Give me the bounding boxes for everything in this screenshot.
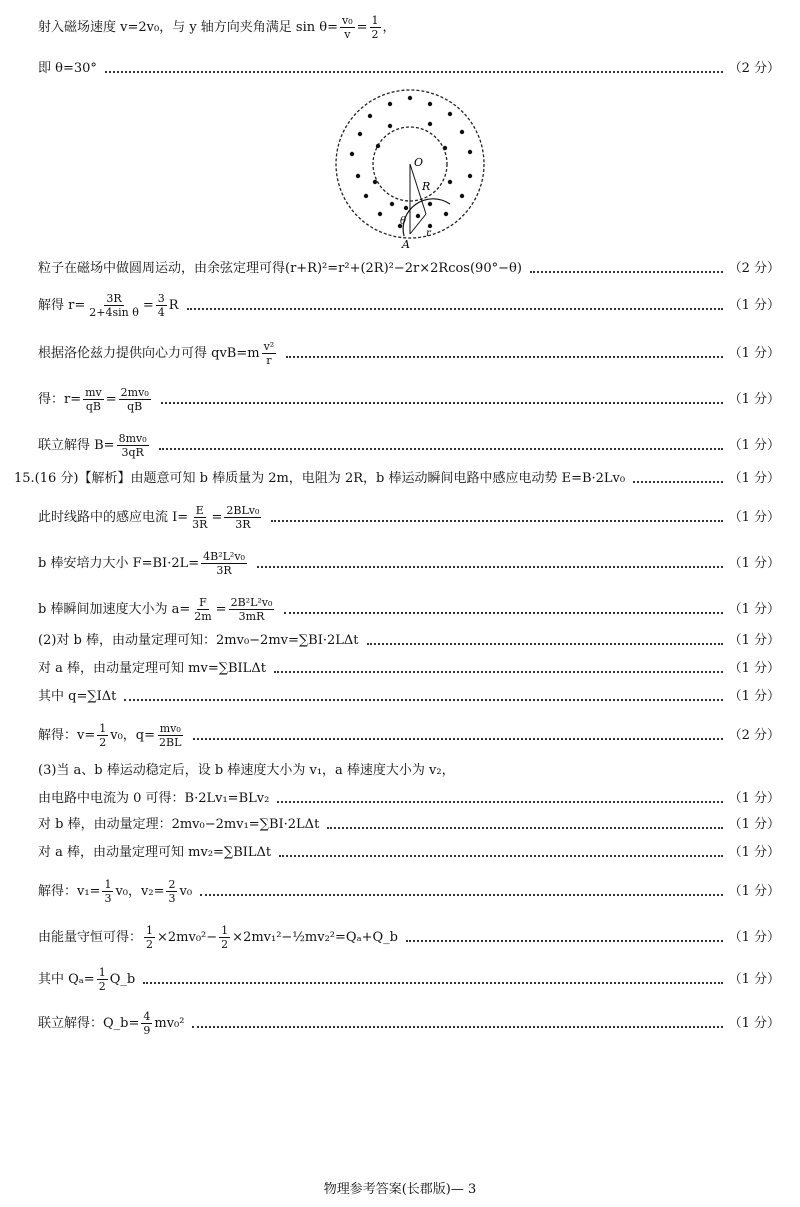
solution-line: 其中 Qₐ= $\frac{1}{2}$ Q_b （1 分） [38, 966, 780, 993]
score: （1 分） [728, 345, 780, 361]
solution-line: 对 a 棒，由动量定理可知 mv₂=∑BILΔt （1 分） [38, 845, 780, 860]
score: （1 分） [728, 297, 780, 313]
solution-line: 解得 r= $\frac{3R}{\text{2+4sin θ}}$ = $\frac{3}{4}$ R （1 分） [38, 292, 780, 319]
solution-line: 联立解得：Q_b= $\frac{4}{9}$ mv₀² （1 分） [38, 1010, 780, 1037]
solution-line: 此时线路中的感应电流 I= $\frac{E}{3R}$ = $\frac{\text{2BLv₀}}{3R}$ （1 分） [38, 504, 780, 531]
magnetic-field-diagram [330, 86, 490, 250]
solution-line: 对 a 棒，由动量定理可知 mv=∑BILΔt （1 分） [38, 661, 780, 676]
solution-line: 由电路中电流为 0 可得：B·2Lv₁=BLv₂ （1 分） [38, 791, 780, 806]
label-theta: θ [400, 216, 407, 227]
solution-line: 对 b 棒，由动量定理：2mv₀−2mv₁=∑BI·2LΔt （1 分） [38, 817, 780, 832]
score: （1 分） [728, 437, 780, 453]
label-r-big: R [422, 180, 431, 193]
fraction: $\frac{\text{v₀}}{v}$ [342, 14, 353, 41]
solution-line: 根据洛伦兹力提供向心力可得 qvB=m $\frac{\text{v²}}{r}$ （1 分） [38, 340, 780, 367]
score: （1 分） [728, 929, 780, 945]
fraction: $\frac{1}{2}$ [371, 14, 379, 41]
score: （1 分） [728, 845, 780, 860]
solution-line: 其中 q=∑IΔt （1 分） [38, 689, 780, 704]
score: （1 分） [728, 555, 780, 571]
score: （1 分） [728, 817, 780, 832]
label-o: O [414, 156, 424, 169]
score: （1 分） [728, 633, 780, 648]
solution-line: 解得：v= $\frac{1}{2}$ v₀，q= $\frac{\text{mv₀}}{2BL}$ （2 分） [38, 722, 780, 749]
score: （1 分） [728, 689, 780, 704]
dotted-leader [105, 71, 723, 73]
solution-line [38, 60, 780, 78]
score: （2 分） [728, 727, 780, 743]
solution-line: (2)对 b 棒，由动量定理可知：2mv₀−2mv=∑BI·2LΔt （1 分） [38, 633, 780, 648]
line-text: 射入磁场速度 v=2v₀，与 y 轴方向夹角满足 sin θ= [38, 19, 338, 35]
solution-line: 解得：v₁= $\frac{1}{3}$ v₀，v₂= $\frac{2}{3}$ v₀ （1 分） [38, 878, 780, 905]
score: （2 分） [728, 261, 780, 276]
score: （1 分） [728, 471, 780, 486]
score: （1 分） [728, 971, 780, 987]
score: （1 分） [728, 661, 780, 676]
label-r-small: r [426, 228, 431, 239]
score: （1 分） [728, 1015, 780, 1031]
solution-line: 由能量守恒可得： $\frac{1}{2}$ ×2mv₀²− $\frac{1}{2}$ ×2mv₁²−½mv₂²=Qₐ+Q_b （1 分） [38, 924, 780, 951]
score: （1 分） [728, 791, 780, 806]
page-footer: 物理参考答案(长郡版)— 3 [323, 1182, 477, 1197]
solution-line: (3)当 a、b 棒运动稳定后，设 b 棒速度大小为 v₁，a 棒速度大小为 v₂， [38, 763, 455, 778]
solution-line: 15.(16 分)【解析】由题意可知 b 棒质量为 2m，电阻为 2R，b 棒运动瞬间电路中感应电动势 E=B·2Lv₀ （1 分） [14, 471, 780, 486]
score: （2 分） [728, 61, 780, 76]
solution-line: b 棒瞬间加速度大小为 a= $\frac{F}{2m}$ = $\frac{\text{2B²L²v₀}}{3mR}$ （1 分） [38, 596, 780, 623]
score: （1 分） [728, 601, 780, 617]
solution-line: 射入磁场速度 v=2v₀，与 y 轴方向夹角满足 sin θ= $\frac{\text{v₀}}{v}$ = $\frac{1}{2}$ ， [38, 14, 396, 41]
line-text: 即 θ=30° [38, 61, 97, 76]
solution-line: b 棒安培力大小 F=BI·2L= $\frac{\text{4B²L²v₀}}{3R}$ （1 分） [38, 550, 780, 577]
solution-line: 粒子在磁场中做圆周运动，由余弦定理可得(r+R)²=r²+(2R)²−2r×2Rcos(90°−θ) （2 分） [38, 261, 780, 276]
solution-line: 得：r= $\frac{mv}{qB}$ = $\frac{\text{2mv₀}}{qB}$ （1 分） [38, 386, 780, 413]
solution-line: 联立解得 B= $\frac{\text{8mv₀}}{3qR}$ （1 分） [38, 432, 780, 459]
score: （1 分） [728, 391, 780, 407]
score: （1 分） [728, 509, 780, 525]
score: （1 分） [728, 883, 780, 899]
label-a: A [402, 238, 410, 250]
